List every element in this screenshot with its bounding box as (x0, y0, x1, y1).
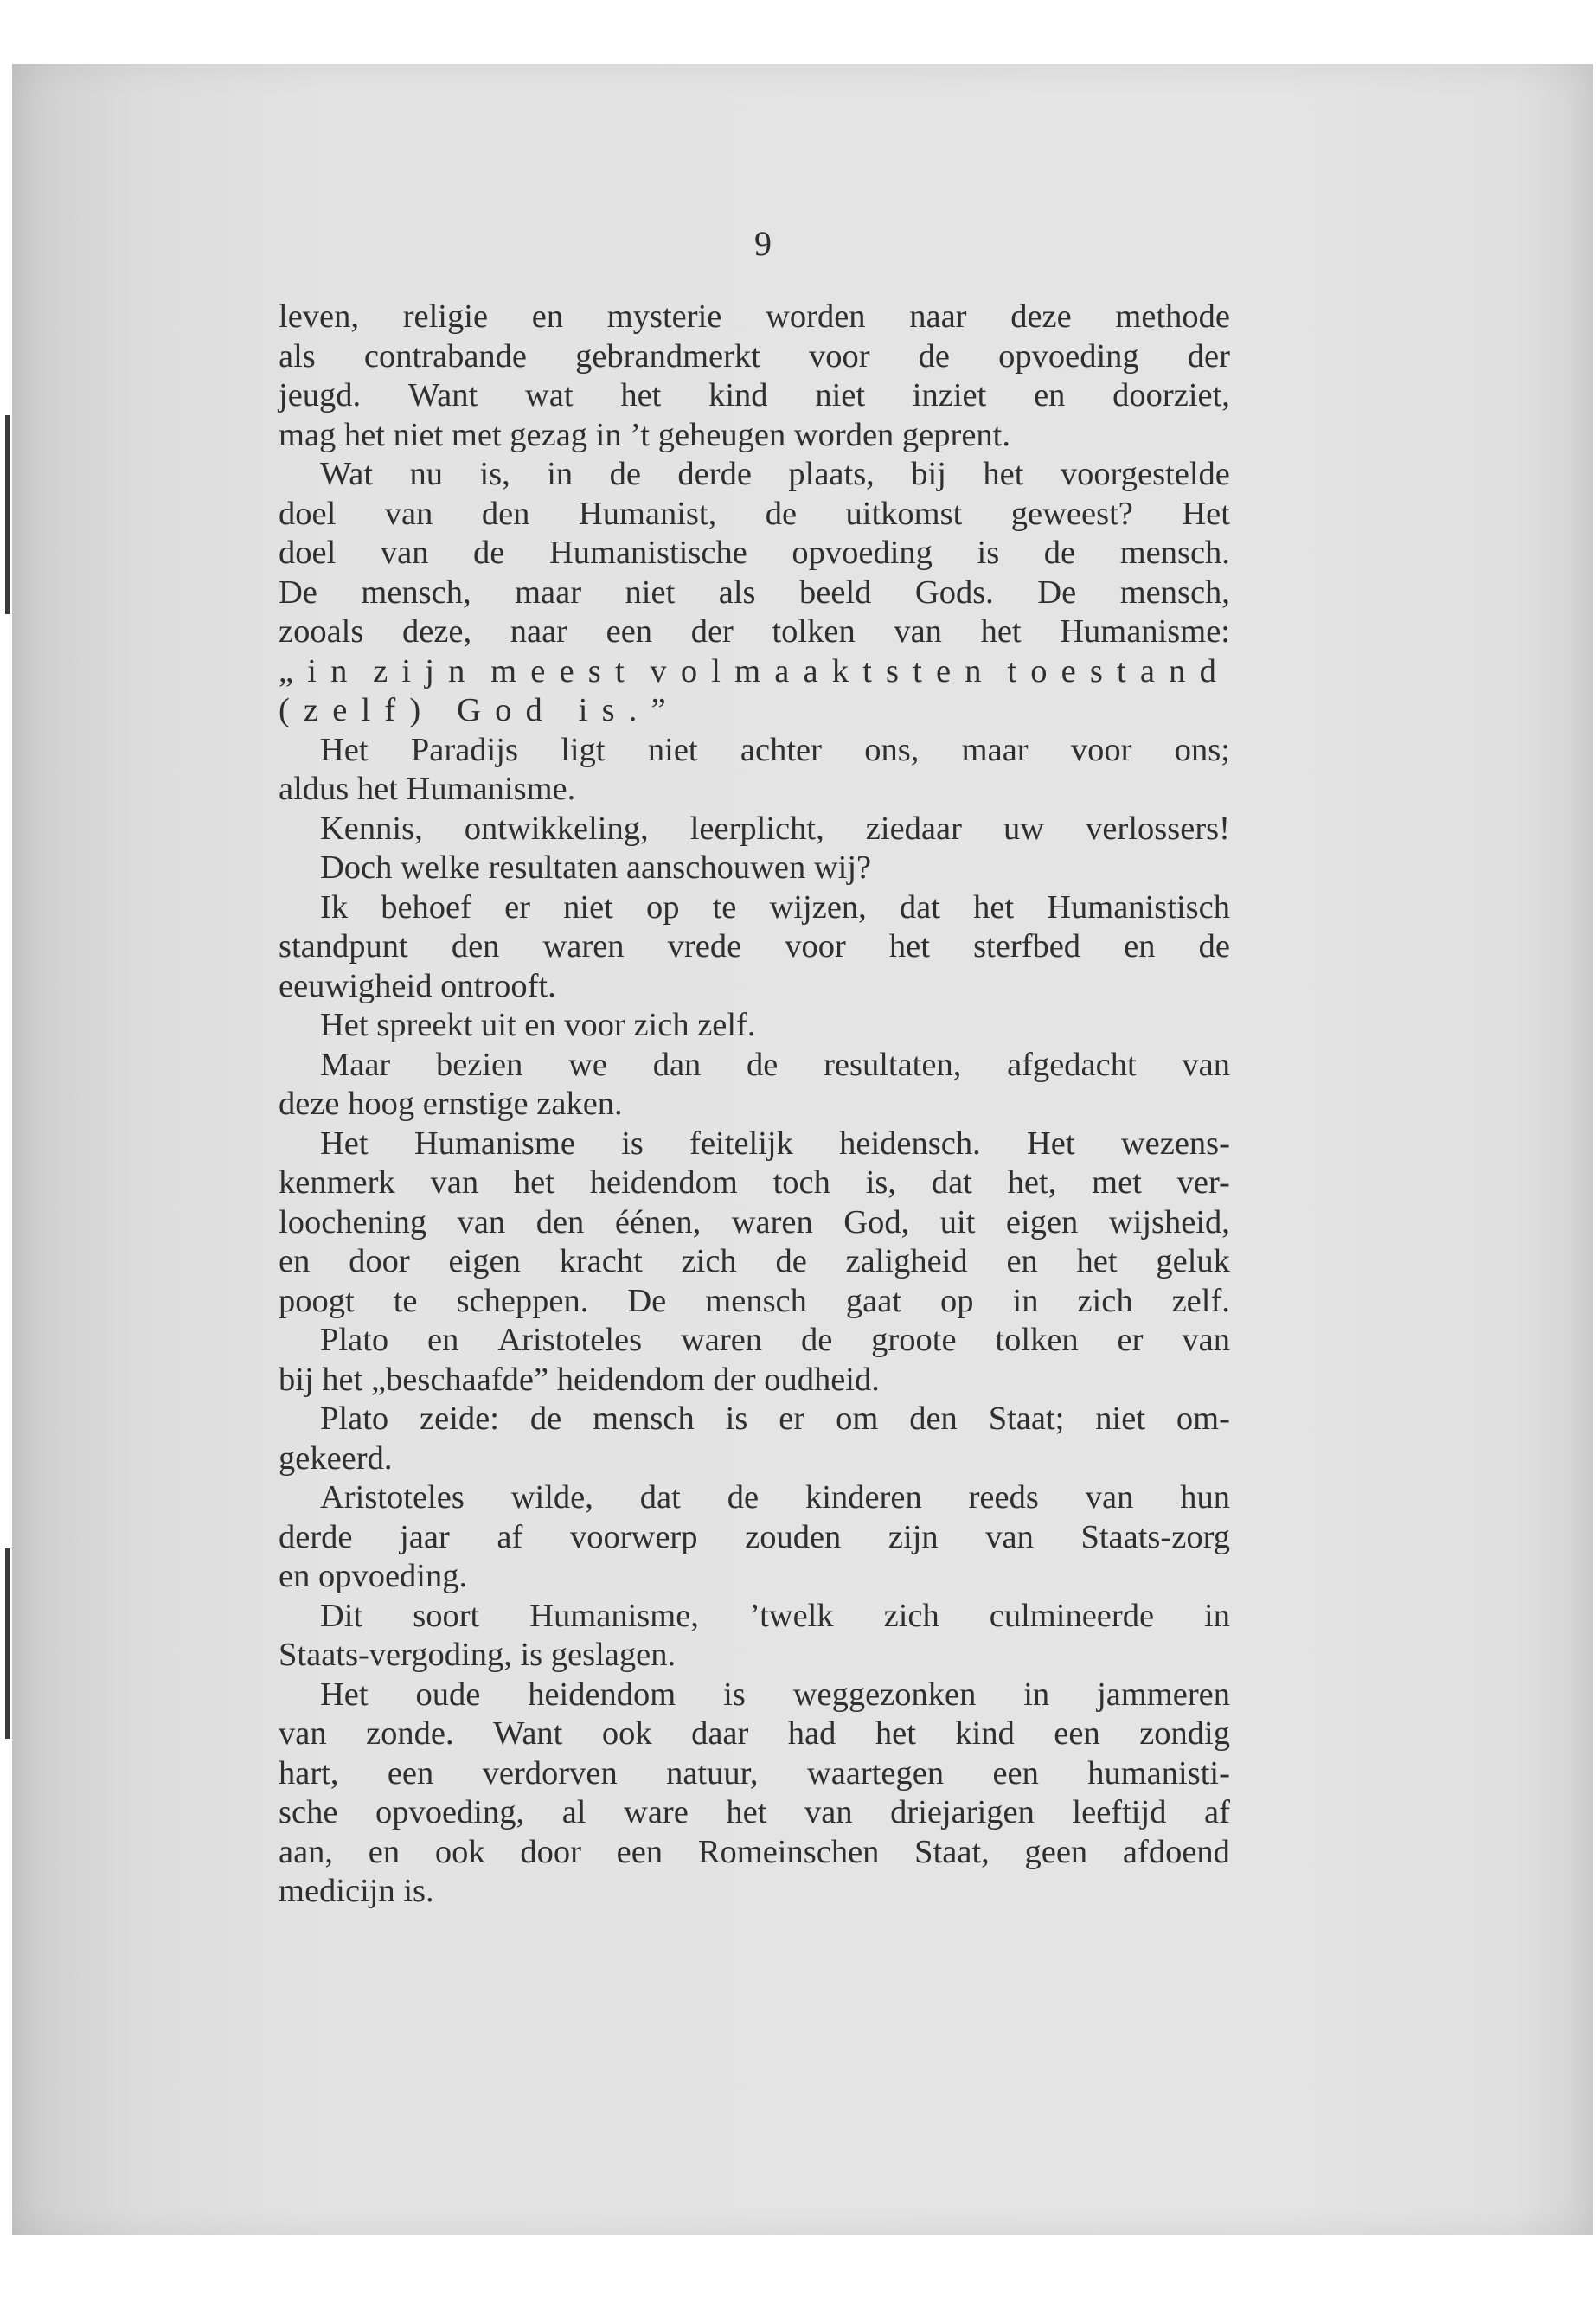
text-line (279, 652, 1230, 692)
word: Maar (320, 1046, 391, 1083)
word: daar (691, 1715, 749, 1752)
text-line: medicijn is. (279, 1873, 434, 1909)
text-line (279, 888, 1230, 928)
word: humanisti- (1087, 1754, 1230, 1791)
word: een (992, 1754, 1039, 1791)
word: kind (708, 377, 768, 413)
text-line (279, 927, 1230, 967)
word: Want (407, 377, 478, 413)
text-line (279, 1282, 1230, 1322)
word: ware (624, 1794, 689, 1830)
word: dat (639, 1479, 681, 1516)
word: de (473, 535, 505, 571)
word: door (349, 1243, 410, 1279)
word: dat (931, 1164, 972, 1201)
word: heidendom (528, 1676, 676, 1713)
word: heidendom (589, 1164, 738, 1201)
word: deze, (401, 613, 472, 650)
word: en (1006, 1243, 1038, 1279)
word: Ik (320, 888, 349, 926)
word: behoef (381, 888, 471, 926)
word: van (384, 495, 433, 532)
word: Plato (320, 1322, 389, 1358)
word: en (279, 1243, 311, 1279)
word: naar (909, 298, 967, 335)
word: niet (625, 574, 676, 611)
word: de (918, 337, 951, 375)
word: ’twelk (748, 1597, 834, 1634)
text-line (279, 1242, 1230, 1282)
word: inziet (912, 377, 987, 413)
word: wilde, (510, 1479, 593, 1516)
word: dat (899, 888, 940, 926)
word: Staats-zorg (1080, 1518, 1230, 1555)
word: afgedacht (1007, 1046, 1137, 1083)
word: doel (279, 495, 337, 532)
word: dan (652, 1046, 702, 1083)
word: Plato (320, 1400, 389, 1437)
word: een (616, 1833, 663, 1870)
word: zooals (279, 613, 364, 650)
word: Humanistisch (1047, 888, 1230, 926)
word: van (1182, 1322, 1230, 1358)
word: Het (1026, 1125, 1075, 1162)
text-line (279, 298, 1230, 337)
word: de (609, 456, 641, 492)
word: ziedaar (865, 810, 962, 847)
text-line: aldus het Humanisme. (279, 771, 576, 807)
word: had (787, 1715, 836, 1752)
word: niet (815, 377, 866, 413)
word: De (627, 1282, 667, 1319)
text-line: Het spreekt uit en voor zich zelf. (320, 1007, 756, 1043)
word: tolken (772, 613, 856, 650)
text-line (279, 1478, 1230, 1518)
text-line (279, 1676, 1230, 1715)
text-line: bij het „beschaafde” heidendom der oudheid. (279, 1361, 880, 1398)
word: scheppen. (456, 1282, 589, 1319)
word: om (836, 1400, 879, 1437)
word: zelf. (1171, 1282, 1230, 1319)
word: een (1054, 1715, 1100, 1752)
word: ligt (561, 731, 606, 768)
word: leven, (279, 298, 359, 335)
word: hart, (279, 1754, 339, 1791)
word: soort (413, 1597, 480, 1634)
word: Humanistische (548, 535, 747, 571)
word: De (1037, 574, 1077, 611)
word: eigen (448, 1243, 521, 1279)
word: Gods. (914, 574, 994, 611)
word: een (387, 1754, 434, 1791)
text-line (279, 1793, 1230, 1833)
word: sterfbed (973, 928, 1081, 965)
word: der (1187, 337, 1230, 375)
word: van (380, 535, 429, 571)
word: zich (883, 1597, 939, 1634)
word: zeide: (420, 1400, 499, 1437)
word: Staat, (914, 1833, 990, 1870)
word: mensch. (1119, 535, 1230, 571)
word: maar (515, 574, 582, 611)
word: waren (680, 1322, 763, 1358)
word: er (1117, 1322, 1144, 1358)
word: Aristoteles (320, 1479, 465, 1516)
word: uit (939, 1203, 976, 1240)
word: ons; (1174, 731, 1230, 768)
word: „in (279, 652, 362, 689)
word: waren (542, 928, 625, 965)
word: er (504, 888, 530, 926)
word: leerplicht, (689, 810, 824, 847)
word: geen (1024, 1833, 1088, 1870)
word: religie (402, 298, 489, 335)
word: is (723, 1676, 746, 1713)
word: de (800, 1322, 833, 1358)
word: reeds (968, 1479, 1039, 1516)
word: de (747, 1046, 779, 1083)
word: heidensch. (839, 1125, 981, 1162)
word: mysterie (606, 298, 722, 335)
word: Kennis, (320, 810, 423, 847)
word: beeld (799, 574, 872, 611)
word: is, (865, 1164, 897, 1201)
word: ver- (1176, 1164, 1230, 1201)
word: wijzen, (769, 888, 867, 926)
word: Staat; (988, 1400, 1065, 1437)
word: wezens- (1120, 1125, 1230, 1162)
word: weggezonken (792, 1676, 977, 1713)
word: Het (320, 1676, 369, 1713)
word: te (712, 888, 737, 926)
word: het (620, 377, 662, 413)
word: culmineerde (989, 1597, 1155, 1634)
text-line: mag het niet met gezag in ’t geheugen worden geprent. (279, 416, 1010, 453)
text-line (279, 1125, 1230, 1164)
word: van (985, 1518, 1034, 1555)
word: jammeren (1097, 1676, 1230, 1713)
word: voor (785, 928, 846, 965)
word: is (621, 1125, 644, 1162)
word: contrabande (363, 337, 527, 375)
text-line (279, 731, 1230, 771)
word: doel (279, 535, 337, 571)
word: maar (961, 731, 1029, 768)
word: volmaaktsten (650, 652, 996, 689)
word: opvoeding (792, 535, 933, 571)
word: bij (911, 456, 946, 492)
word: Want (493, 1715, 563, 1752)
word: Het (320, 731, 369, 768)
word: om- (1176, 1400, 1230, 1437)
word: en (1034, 377, 1066, 413)
word: oude (415, 1676, 481, 1713)
word: is (725, 1400, 748, 1437)
word: het (513, 1164, 554, 1201)
text-line: deze hoog ernstige zaken. (279, 1086, 623, 1122)
word: kenmerk (279, 1164, 395, 1201)
text-line (279, 1321, 1230, 1361)
text-line (279, 1754, 1230, 1794)
page-number: 9 (754, 224, 772, 263)
text-line (279, 1518, 1230, 1558)
text-line: en opvoeding. (279, 1558, 468, 1594)
word: mensch, (361, 574, 471, 611)
word: de (727, 1479, 760, 1516)
word: geweest? (1010, 495, 1133, 532)
word: loochening (279, 1203, 427, 1240)
word: is, (479, 456, 510, 492)
word: kind (955, 1715, 1015, 1752)
word: den (909, 1400, 958, 1437)
word: en (1124, 928, 1156, 965)
word: zijn (888, 1518, 939, 1555)
word: mensch, (1119, 574, 1230, 611)
text-line (279, 1163, 1230, 1203)
word: ook (601, 1715, 652, 1752)
text-line (279, 495, 1230, 535)
text-line (279, 612, 1230, 652)
word: het (983, 456, 1024, 492)
word: gebrandmerkt (575, 337, 760, 375)
word: Humanisme: (1060, 613, 1230, 650)
word: den (535, 1203, 585, 1240)
word: met (1092, 1164, 1142, 1201)
word: zich (1077, 1282, 1133, 1319)
word: resultaten, (824, 1046, 962, 1083)
word: in (1204, 1597, 1230, 1634)
word: zouden (745, 1518, 842, 1555)
word: mensch (593, 1400, 695, 1437)
word: van (430, 1164, 479, 1201)
word: ons, (864, 731, 920, 768)
word: driejarigen (890, 1794, 1035, 1830)
word: en (368, 1833, 401, 1870)
word: jeugd. (279, 377, 362, 413)
word: van (1182, 1046, 1230, 1083)
text-line (279, 1833, 1230, 1873)
word: uw (1003, 810, 1045, 847)
word: zondig (1139, 1715, 1230, 1752)
word: naar (510, 613, 567, 650)
word: de (529, 1400, 562, 1437)
word: de (1198, 928, 1230, 965)
word: sche (279, 1794, 338, 1830)
word: al (561, 1794, 586, 1830)
word: door (520, 1833, 581, 1870)
word: voorwerp (569, 1518, 698, 1555)
text-line (279, 1597, 1230, 1637)
word: wijsheid, (1108, 1203, 1230, 1240)
word: Aristoteles (497, 1322, 643, 1358)
word: zich (681, 1243, 737, 1279)
word: ontwikkeling, (464, 810, 649, 847)
word: is (977, 535, 1000, 571)
word: vrede (667, 928, 742, 965)
word: een (606, 613, 653, 650)
binding-mark (5, 415, 10, 614)
word: Humanisme (413, 1125, 575, 1162)
word: achter (740, 731, 822, 768)
word: de (775, 1243, 807, 1279)
word: het (973, 888, 1015, 926)
word: niet (563, 888, 613, 926)
word: in (1023, 1676, 1050, 1713)
body-text (279, 298, 1230, 1912)
word: Paradijs (410, 731, 518, 768)
word: derde (677, 456, 752, 492)
text-line: Staats-vergoding, is geslagen. (279, 1637, 676, 1673)
word: de (765, 495, 798, 532)
word: en (427, 1322, 459, 1358)
word: waartegen (806, 1754, 945, 1791)
word: toch (772, 1164, 830, 1201)
word: er (779, 1400, 805, 1437)
word: voorgestelde (1060, 456, 1230, 492)
text-line (279, 455, 1230, 495)
word: den (451, 928, 500, 965)
word: wat (524, 377, 574, 413)
word: uitkomst (845, 495, 963, 532)
word: der (690, 613, 734, 650)
text-line (279, 1046, 1230, 1086)
word: in (547, 456, 574, 492)
word: het, (1007, 1164, 1057, 1201)
text-line (279, 534, 1230, 574)
word: hun (1180, 1479, 1230, 1516)
word: en (531, 298, 564, 335)
word: van (894, 613, 942, 650)
text-line (279, 1203, 1230, 1243)
word: op (645, 888, 680, 926)
word: de (1043, 535, 1076, 571)
word: deze (1010, 298, 1072, 335)
word: meest (490, 652, 638, 689)
word: af (497, 1518, 523, 1555)
word: als (279, 337, 316, 375)
word: op (940, 1282, 974, 1319)
word: verdorven (482, 1754, 618, 1791)
word: plaats, (788, 456, 875, 492)
word: geluk (1156, 1243, 1230, 1279)
text-line: eeuwigheid ontrooft. (279, 967, 556, 1004)
word: kinderen (805, 1479, 922, 1516)
word: feitelijk (689, 1125, 793, 1162)
word: De (279, 574, 317, 611)
word: leeftijd (1072, 1794, 1167, 1830)
word: Humanist, (578, 495, 717, 532)
text-line: (zelf) God is.” (279, 692, 680, 728)
word: standpunt (279, 928, 408, 965)
word: voor (1070, 731, 1132, 768)
word: zonde. (366, 1715, 454, 1752)
word: van (1085, 1479, 1134, 1516)
word: afdoend (1122, 1833, 1230, 1870)
word: in (1012, 1282, 1039, 1319)
text-line: gekeerd. (279, 1439, 393, 1477)
word: ook (434, 1833, 485, 1870)
word: poogt (279, 1282, 355, 1319)
word: Wat (320, 456, 374, 492)
word: van (279, 1715, 327, 1752)
text-line (279, 574, 1230, 613)
word: kracht (559, 1243, 643, 1279)
word: mensch (705, 1282, 807, 1319)
word: Het (1182, 495, 1230, 532)
word: het (875, 1715, 916, 1752)
binding-mark (5, 1548, 10, 1739)
word: het (888, 928, 930, 965)
text-line (279, 810, 1230, 849)
word: het (980, 613, 1022, 650)
word: Romeinschen (697, 1833, 880, 1870)
word: Het (320, 1125, 369, 1162)
text-line (279, 376, 1230, 416)
word: worden (766, 298, 866, 335)
word: van (457, 1203, 506, 1240)
word: tolken (995, 1322, 1079, 1358)
word: zaligheid (845, 1243, 968, 1279)
word: éénen, (614, 1203, 702, 1240)
word: aan, (279, 1833, 334, 1870)
word: als (718, 574, 756, 611)
word: voor (809, 337, 870, 375)
word: verlossers! (1086, 810, 1230, 847)
word: jaar (400, 1518, 450, 1555)
word: Dit (320, 1597, 363, 1634)
word: niet (1095, 1400, 1146, 1437)
word: gaat (845, 1282, 902, 1319)
word: derde (279, 1518, 353, 1555)
word: waren (731, 1203, 813, 1240)
text-line (279, 337, 1230, 377)
word: van (804, 1794, 853, 1830)
word: het (1076, 1243, 1118, 1279)
word: te (393, 1282, 418, 1319)
word: we (568, 1046, 608, 1083)
text-line (279, 1715, 1230, 1754)
word: Humanisme, (529, 1597, 699, 1634)
word: het (726, 1794, 767, 1830)
word: niet (647, 731, 698, 768)
word: af (1204, 1794, 1230, 1830)
word: den (481, 495, 530, 532)
word: doorziet, (1112, 377, 1230, 413)
text-line (279, 1400, 1230, 1439)
word: groote (871, 1322, 957, 1358)
word: eigen (1005, 1203, 1079, 1240)
word: methode (1115, 298, 1230, 335)
word: toestand (1007, 652, 1230, 689)
word: zijn (373, 652, 479, 689)
word: nu (409, 456, 443, 492)
word: bezien (435, 1046, 523, 1083)
word: natuur, (666, 1754, 759, 1791)
word: opvoeding, (375, 1794, 525, 1830)
word: opvoeding (998, 337, 1139, 375)
word: God, (843, 1203, 910, 1240)
text-line: Doch welke resultaten aanschouwen wij? (320, 849, 872, 886)
